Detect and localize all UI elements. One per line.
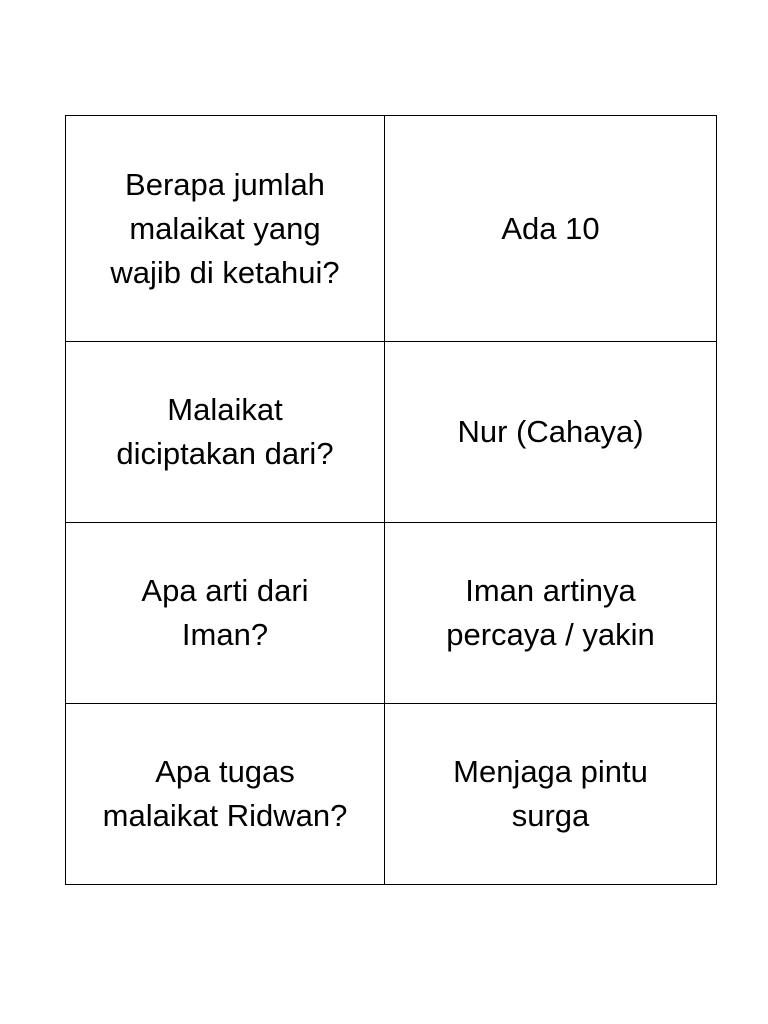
question-text: Berapa jumlah malaikat yang wajib di ketahui? — [110, 166, 340, 290]
question-text: Malaikat diciptakan dari? — [116, 392, 334, 471]
card-row — [66, 523, 717, 704]
question-cell — [66, 342, 385, 523]
card-row — [66, 116, 717, 342]
answer-cell — [385, 342, 717, 523]
flashcard-table — [65, 115, 717, 885]
question-cell — [66, 704, 385, 885]
answer-cell — [385, 704, 717, 885]
question-text: Apa arti dari Iman? — [141, 573, 309, 652]
answer-text: Nur (Cahaya) — [457, 414, 644, 449]
card-row — [66, 342, 717, 523]
answer-cell — [385, 523, 717, 704]
question-cell — [66, 116, 385, 342]
answer-text: Menjaga pintu surga — [453, 754, 648, 833]
question-cell — [66, 523, 385, 704]
answer-text: Ada 10 — [501, 210, 600, 246]
card-row — [66, 704, 717, 885]
answer-cell — [385, 116, 717, 342]
question-text: Apa tugas malaikat Ridwan? — [102, 754, 348, 833]
answer-text: Iman artinya percaya / yakin — [446, 573, 655, 652]
